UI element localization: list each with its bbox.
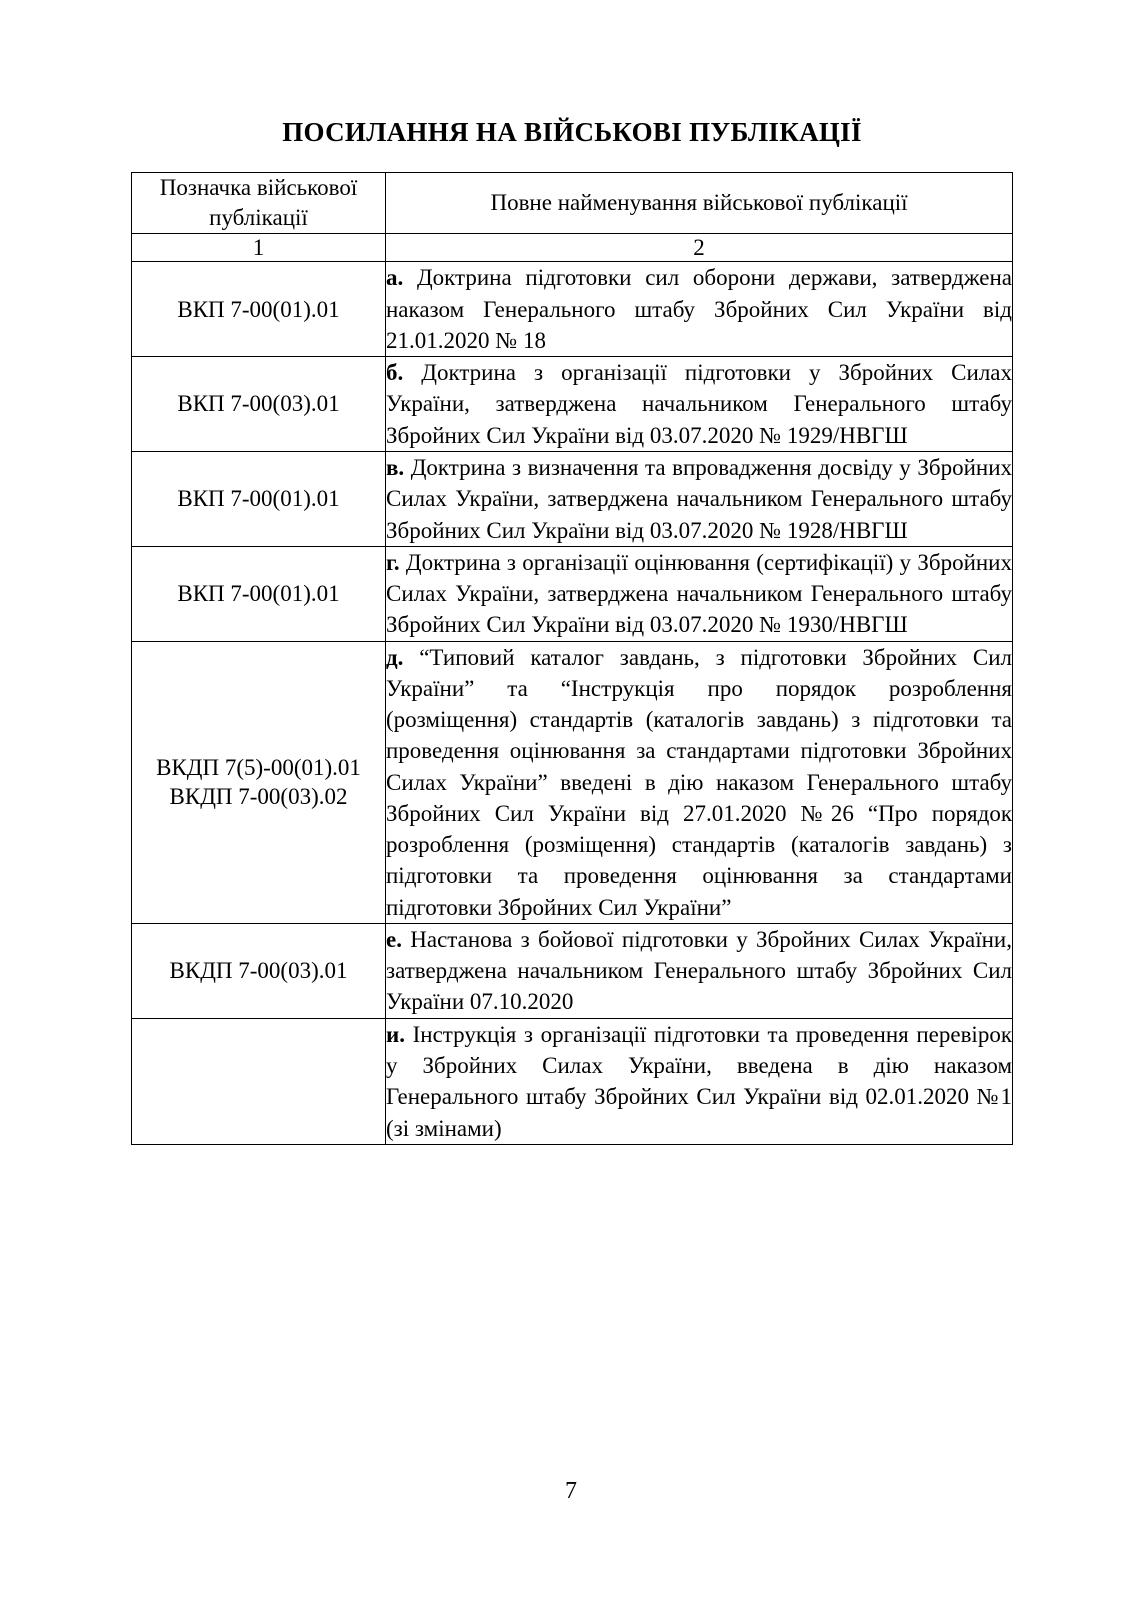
item-text: Інструкція з організації підготовки та проведення перевірок у Збройних Силах України, введена в дію наказом Генерального штабу Збройних Сил України від 02.01.2020 №1 (зі змінами) bbox=[386, 1021, 1012, 1141]
publication-code-cell bbox=[132, 923, 386, 1018]
publication-code: ВКП 7-00(01).01 bbox=[177, 296, 340, 322]
item-marker: д. bbox=[386, 644, 404, 670]
table-row bbox=[132, 451, 1013, 546]
item-text: Доктрина з визначення та впровадження досвіду у Збройних Силах України, затверджена начальником Генерального штабу Збройних Сил України від 03.07.2020 № 1928/НВГШ bbox=[386, 454, 1012, 543]
table-row bbox=[132, 1018, 1013, 1144]
table-row bbox=[132, 262, 1013, 357]
publication-description-cell bbox=[386, 1018, 1013, 1144]
item-marker: в. bbox=[386, 454, 405, 480]
publication-code: ВКДП 7(5)-00(01).01 bbox=[156, 754, 361, 780]
publication-code-cell bbox=[132, 641, 386, 923]
publication-code: ВКП 7-00(01).01 bbox=[177, 580, 340, 606]
publication-code: ВКП 7-00(01).01 bbox=[177, 486, 340, 512]
table-column-number-row bbox=[132, 233, 1013, 262]
publication-description-cell bbox=[386, 923, 1013, 1018]
column-number-2: 2 bbox=[386, 233, 1013, 262]
item-marker: и. bbox=[386, 1021, 406, 1047]
item-text: Настанова з бойової підготовки у Збройних Силах України, затверджена начальником Генерального штабу Збройних Сил України 07.10.2020 bbox=[386, 926, 1012, 1015]
publication-code: ВКП 7-00(03).01 bbox=[177, 391, 340, 417]
publication-code: ВКДП 7-00(03).01 bbox=[169, 958, 348, 984]
publication-code-cell bbox=[132, 451, 386, 546]
table-row bbox=[132, 641, 1013, 923]
item-marker: г. bbox=[386, 549, 400, 575]
page-title: ПОСИЛАННЯ НА ВІЙСЬКОВІ ПУБЛІКАЦІЇ bbox=[282, 117, 862, 147]
publication-code-cell bbox=[132, 357, 386, 452]
table-row bbox=[132, 546, 1013, 641]
item-marker: е. bbox=[386, 926, 402, 952]
item-marker: а. bbox=[386, 265, 404, 291]
item-text: Доктрина підготовки сил оборони держави, затверджена наказом Генерального штабу Збройних Сил України від 21.01.2020 № 18 bbox=[386, 265, 1013, 353]
publication-code-cell bbox=[132, 546, 386, 641]
column-number-1: 1 bbox=[132, 233, 386, 262]
table-row bbox=[132, 923, 1013, 1018]
table-row bbox=[132, 357, 1013, 452]
table-header-row bbox=[132, 173, 1013, 234]
military-publications-table bbox=[131, 172, 1013, 1145]
item-marker: б. bbox=[386, 360, 404, 386]
publication-description-cell bbox=[386, 357, 1013, 452]
publication-description-cell bbox=[386, 262, 1013, 357]
item-text: Доктрина з організації оцінювання (сертифікації) у Збройних Силах України, затверджена начальником Генерального штабу Збройних Сил України від 03.07.2020 № 1930/НВГШ bbox=[386, 549, 1012, 638]
publication-description-cell bbox=[386, 451, 1013, 546]
item-text: “Типовий каталог завдань, з підготовки Збройних Сил України” та “Інструкція про порядок розроблення (розміщення) стандартів (каталогів завдань) з підготовки та проведення оцінювання за стандартами підготовки Збройних Силах України” введені в дію наказом Генерального штабу Збройних Сил України від 27.01.2020 №26 “Про порядок розроблення (розміщення) стандартів (каталогів завдань) з підготовки та проведення оцінювання за стандартами підготовки Збройних Сил України” bbox=[386, 644, 1012, 920]
publication-description-cell bbox=[386, 641, 1013, 923]
publication-code-cell bbox=[132, 1018, 386, 1144]
publication-description-cell bbox=[386, 546, 1013, 641]
header-cell-full-name: Повне найменування військової публікації bbox=[386, 173, 1013, 234]
item-text: Доктрина з організації підготовки у Збройних Силах України, затверджена начальником Генерального штабу Збройних Сил України від 03.07.2020 № 1929/НВГШ bbox=[386, 360, 1013, 448]
publication-code-secondary: ВКДП 7-00(03).02 bbox=[169, 784, 348, 810]
header-cell-designation: Позначка військової публікації bbox=[132, 173, 386, 234]
page-number: 7 bbox=[565, 1478, 577, 1504]
publication-code-cell bbox=[132, 262, 386, 357]
